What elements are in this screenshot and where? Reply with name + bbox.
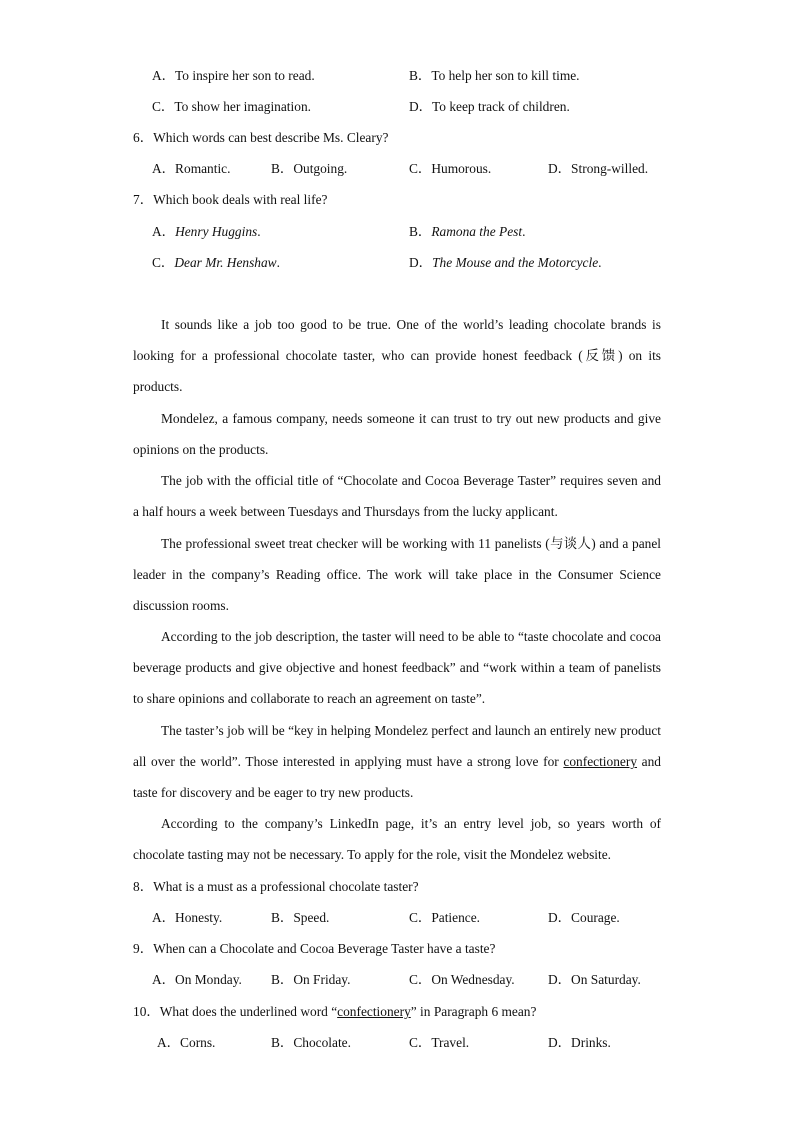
q8-option-b: B．Speed.	[271, 910, 330, 925]
passage-paragraph-4: The professional sweet treat checker will be working with 11 panelists (与谈人) and a panel leader in the company’s Reading office. The work will take place in the Consumer Science discussion rooms.	[133, 536, 661, 614]
q8-option-a: A．Honesty.	[152, 910, 223, 925]
q5-option-a: A．To inspire her son to read.	[152, 68, 315, 83]
q6-option-a: A．Romantic.	[152, 161, 231, 176]
q10-stem: 10．What does the underlined word “confectionery” in Paragraph 6 mean?	[133, 1004, 537, 1019]
q5-option-d: D．To keep track of children.	[409, 99, 570, 114]
q9-option-d: D．On Saturday.	[548, 972, 641, 987]
q6-option-c: C．Humorous.	[409, 161, 492, 176]
passage-paragraph-7: According to the company’s LinkedIn page, it’s an entry level job, so years worth of chocolate tasting may not be necessary. To apply for the role, visit the Mondelez website.	[133, 816, 661, 863]
q8-option-d: D．Courage.	[548, 910, 620, 925]
q9-option-a: A．On Monday.	[152, 972, 242, 987]
q8-stem: 8．What is a must as a professional chocolate taster?	[133, 879, 419, 894]
passage-paragraph-1: It sounds like a job too good to be true. One of the world’s leading chocolate brands is looking for a professional chocolate taster, who can provide honest feedback (反馈) on its products.	[133, 317, 661, 395]
q7-option-c: C．Dear Mr. Henshaw.	[152, 255, 280, 270]
q9-option-b: B．On Friday.	[271, 972, 351, 987]
underlined-word: confectionery	[563, 754, 638, 770]
q10-option-b: B．Chocolate.	[271, 1035, 351, 1050]
q10-option-a: A．Corns.	[157, 1035, 216, 1050]
q10-option-c: C．Travel.	[409, 1035, 470, 1050]
q7-option-b: B．Ramona the Pest.	[409, 224, 526, 239]
passage-paragraph-5: According to the job description, the taster will need to be able to “taste chocolate and cocoa beverage products and give objective and honest feedback” and “work within a team of panelists to share opinions and collaborate to reach an agreement on taste”.	[133, 629, 661, 707]
q5-option-c: C．To show her imagination.	[152, 99, 311, 114]
q8-option-c: C．Patience.	[409, 910, 481, 925]
passage-paragraph-6: The taster’s job will be “key in helping Mondelez perfect and launch an entirely new product all over the world”. Those interested in applying must have a strong love for confectionery and taste for discovery and be eager to try new products.	[133, 723, 662, 801]
q10-option-d: D．Drinks.	[548, 1035, 611, 1050]
passage-paragraph-2: Mondelez, a famous company, needs someone it can trust to try out new products and give opinions on the products.	[133, 411, 661, 458]
q6-option-b: B．Outgoing.	[271, 161, 348, 176]
q9-option-c: C．On Wednesday.	[409, 972, 515, 987]
q5-option-b: B．To help her son to kill time.	[409, 68, 580, 83]
q7-option-d: D．The Mouse and the Motorcycle.	[409, 255, 602, 270]
q7-option-a: A．Henry Huggins.	[152, 224, 261, 239]
passage-paragraph-3: The job with the official title of “Chocolate and Cocoa Beverage Taster” requires seven and a half hours a week between Tuesdays and Thursdays from the lucky applicant.	[133, 473, 661, 520]
q6-stem: 6．Which words can best describe Ms. Cleary?	[133, 130, 389, 145]
q9-stem: 9．When can a Chocolate and Cocoa Beverage Taster have a taste?	[133, 941, 496, 956]
q7-stem: 7．Which book deals with real life?	[133, 192, 328, 207]
q6-option-d: D．Strong-willed.	[548, 161, 649, 176]
